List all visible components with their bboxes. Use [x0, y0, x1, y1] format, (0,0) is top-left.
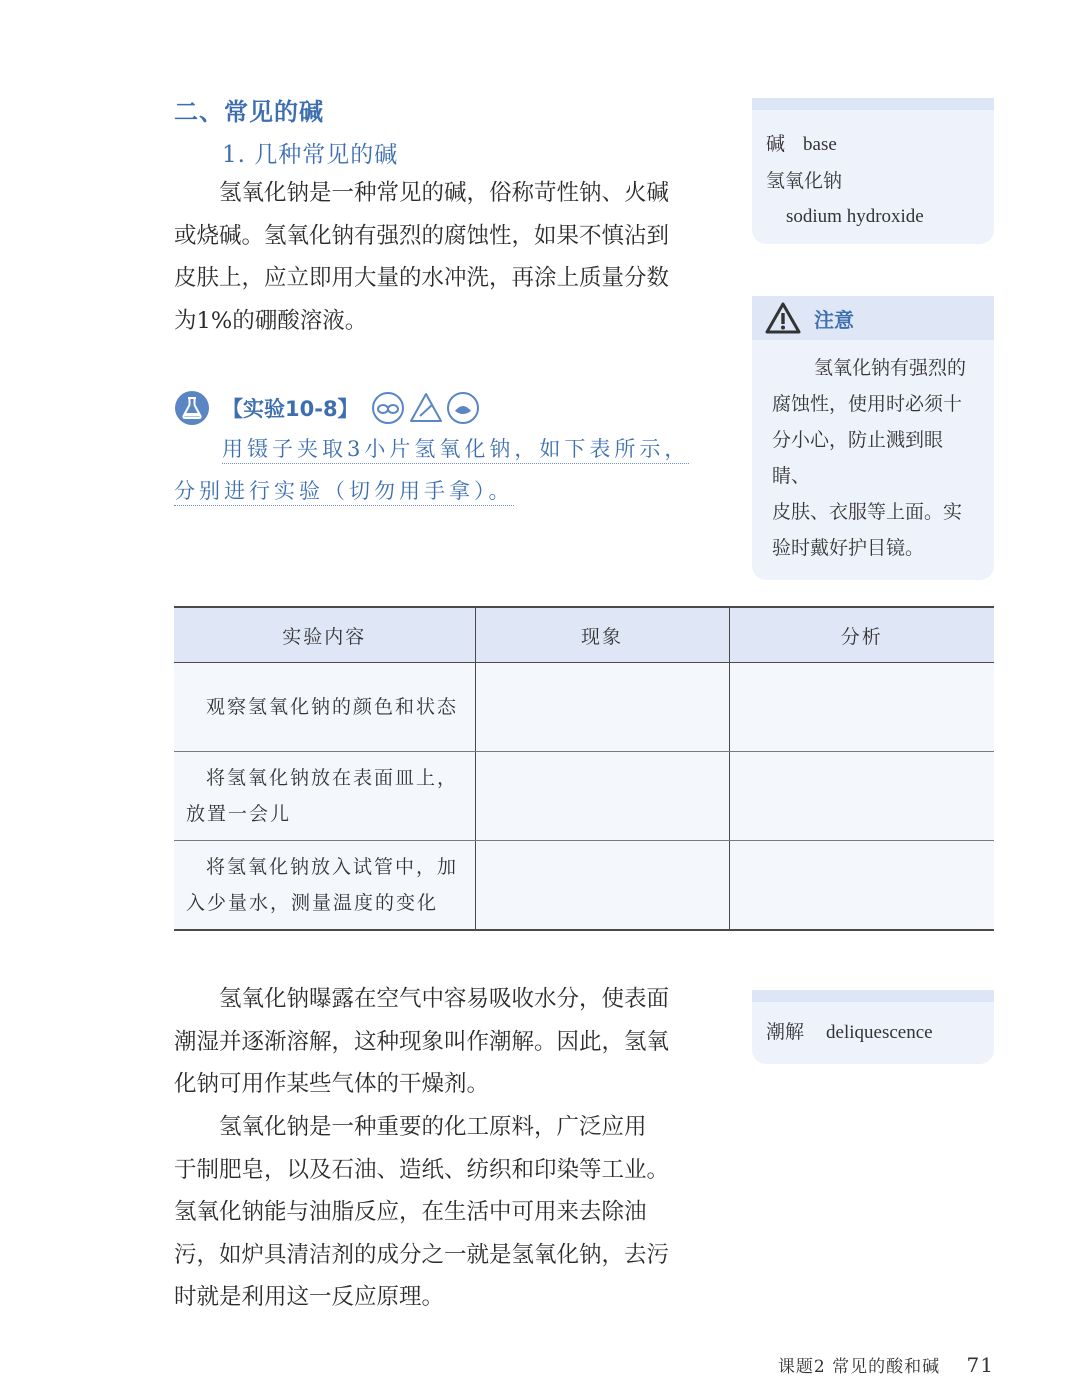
table-header-analysis: 分析	[729, 607, 994, 663]
experiment-line-1: 用镊子夹取3小片氢氧化钠，如下表所示，	[222, 428, 689, 470]
table-cell-analysis	[729, 841, 994, 931]
table-header-row	[174, 607, 994, 663]
subsection-title: 1. 几种常见的碱	[222, 142, 399, 168]
notice-line: 腐蚀性，使用时必须十	[772, 393, 963, 415]
text-line: 为1%的硼酸溶液。	[174, 307, 368, 334]
notice-body	[752, 340, 994, 580]
table-cell-phenomenon	[475, 841, 729, 931]
page-number: 71	[966, 1353, 994, 1377]
table-cell-analysis	[729, 663, 994, 752]
table-cell-analysis	[729, 752, 994, 841]
goggles-icon	[373, 393, 403, 423]
vocab-line: 潮解 deliquescence	[766, 1021, 933, 1043]
vocab-box-deliquescence	[752, 990, 994, 1064]
text-line: 污，如炉具清洁剂的成分之一就是氢氧化钠，去污	[174, 1241, 670, 1268]
vocab-line: 氢氧化钠	[766, 170, 843, 192]
table-cell-content: 将氢氧化钠放在表面皿上， 放置一会儿	[174, 752, 475, 841]
flask-icon	[174, 390, 210, 426]
table-cell-content: 观察氢氧化钠的颜色和状态	[174, 663, 475, 752]
paragraph-3	[174, 1106, 706, 1319]
experiment-line-2: 分别进行实验（切勿用手拿）。	[174, 470, 514, 512]
warning-icon	[764, 301, 802, 335]
table-row	[174, 752, 994, 841]
notice-header	[752, 296, 994, 340]
notice-box	[752, 296, 994, 580]
notice-line: 皮肤、衣服等上面。实	[772, 501, 963, 523]
experiment-table	[174, 606, 994, 931]
table-row	[174, 841, 994, 931]
experiment-label: 【实验10-8】	[222, 397, 359, 421]
text-line: 时就是利用这一反应原理。	[174, 1284, 445, 1310]
paragraph-2	[174, 978, 706, 1106]
vocab-line: sodium hydroxide	[786, 206, 924, 227]
text-line: 皮肤上，应立即用大量的水冲洗，再涂上质量分数	[174, 265, 670, 291]
vocab-line: 碱 base	[766, 133, 837, 155]
page-footer	[778, 1352, 994, 1377]
safety-icons	[371, 391, 481, 425]
text-line: 氢氧化钠曝露在空气中容易吸收水分，使表面	[219, 986, 670, 1012]
text-line: 氢氧化钠是一种重要的化工原料，广泛应用	[219, 1114, 647, 1140]
experiment-header	[174, 390, 481, 426]
table-cell-phenomenon	[475, 663, 729, 752]
text-line: 潮湿并逐渐溶解，这种现象叫作潮解。因此，氢氧	[174, 1028, 670, 1055]
text-line: 氢氧化钠能与油脂反应，在生活中可用来去除油	[174, 1199, 647, 1225]
text-line: 于制肥皂，以及石油、造纸、纺织和印染等工业。	[174, 1156, 670, 1183]
text-line: 或烧碱。氢氧化钠有强烈的腐蚀性，如果不慎沾到	[174, 222, 670, 249]
table-row	[174, 663, 994, 752]
section-title: 二、常见的碱	[174, 98, 324, 126]
table-cell-content: 将氢氧化钠放入试管中，加 入少量水，测量温度的变化	[174, 841, 475, 931]
vocab-box-base	[752, 98, 994, 244]
notice-line: 分小心，防止溅到眼睛、	[772, 429, 944, 487]
notice-title: 注意	[814, 307, 854, 332]
table-header-phenomenon: 现象	[475, 607, 729, 663]
notice-line: 验时戴好护目镜。	[772, 537, 925, 559]
handwash-icon	[448, 393, 478, 423]
table-header-content: 实验内容	[174, 607, 475, 663]
paragraph-1	[174, 172, 706, 342]
text-line: 化钠可用作某些气体的干燥剂。	[174, 1071, 490, 1097]
text-line: 氢氧化钠是一种常见的碱，俗称苛性钠、火碱	[219, 180, 670, 206]
hazard-icon	[411, 394, 441, 421]
notice-line: 氢氧化钠有强烈的	[814, 357, 967, 379]
table-cell-phenomenon	[475, 752, 729, 841]
footer-chapter: 课题2 常见的酸和碱	[777, 1357, 941, 1377]
